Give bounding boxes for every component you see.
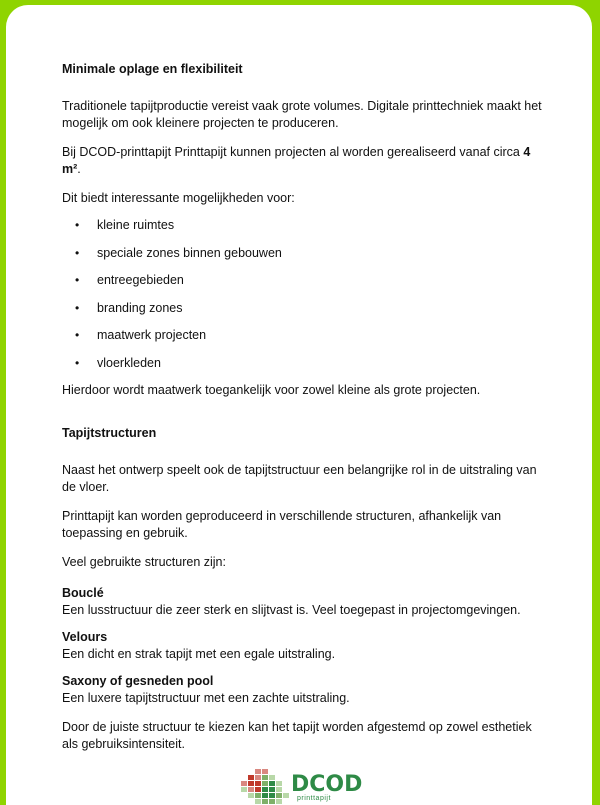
mosaic-tile [248, 787, 254, 792]
mosaic-tile [276, 787, 282, 792]
section-heading-tapijtstructuren: Tapijtstructuren [62, 426, 157, 440]
bullet-icon: • [75, 328, 80, 342]
mosaic-tile [248, 781, 254, 786]
structure-description: Een dicht en strak tapijt met een egale uitstraling. [62, 647, 336, 661]
bullet-icon: • [75, 273, 80, 287]
mosaic-tile [248, 775, 254, 780]
paragraph: Printtapijt kan worden geproduceerd in verschillende structuren, afhankelijk van toepassing en gebruik. [62, 509, 502, 540]
list-item [62, 355, 542, 383]
paragraph: Traditionele tapijtproductie vereist vaak grote volumes. Digitale printtechniek maakt het mogelijk om ook kleinere projecten te produceren. [62, 99, 542, 130]
mosaic-tile [269, 793, 275, 798]
list-item-label: maatwerk projecten [97, 328, 207, 342]
logo-subtitle: printtapijt [297, 795, 331, 802]
mosaic-tile [262, 787, 268, 792]
paragraph: Veel gebruikte structuren zijn: [62, 555, 226, 569]
list-item-label: speciale zones binnen gebouwen [97, 245, 282, 260]
structure-item-velours [62, 629, 542, 663]
mosaic-tile [248, 793, 254, 798]
mosaic-tile [262, 793, 268, 798]
minimum-size-value: 4 m² [62, 145, 531, 176]
list-item [62, 327, 542, 355]
paragraph: Door de juiste structuur te kiezen kan het tapijt worden afgestemd op zowel esthetiek als gebruiksintensiteit. [62, 720, 532, 751]
paragraph-text: . [77, 162, 81, 176]
list-item [62, 272, 542, 300]
section-heading-minimale-oplage: Minimale oplage en flexibiliteit [62, 62, 243, 76]
mosaic-tile [262, 775, 268, 780]
dcod-logo [239, 765, 369, 805]
bullet-icon: • [75, 300, 80, 315]
mosaic-tile [269, 775, 275, 780]
mosaic-tile [262, 781, 268, 786]
list-item-label: vloerkleden [97, 355, 161, 370]
structure-name: Bouclé [62, 586, 104, 600]
mosaic-tile [255, 769, 261, 774]
list-item [62, 217, 542, 245]
mosaic-tile [269, 781, 275, 786]
structure-name: Velours [62, 630, 108, 644]
structure-item-boucle [62, 585, 542, 619]
paragraph-minimum-size [62, 144, 542, 178]
mosaic-tile [262, 769, 268, 774]
mosaic-tile [276, 781, 282, 786]
mosaic-tile [283, 793, 289, 798]
mosaic-tile [255, 793, 261, 798]
logo-wordmark: DCOD [291, 772, 363, 797]
document-page [6, 5, 592, 805]
structure-description: Een luxere tapijtstructuur met een zachte uitstraling. [62, 691, 350, 705]
list-item-label: branding zones [97, 300, 183, 315]
paragraph: Naast het ontwerp speelt ook de tapijtstructuur een belangrijke rol in de uitstraling van de vloer. [62, 463, 537, 494]
list-item [62, 245, 542, 273]
mosaic-tile [255, 781, 261, 786]
pixel-mosaic-icon [239, 765, 291, 805]
list-item [62, 300, 542, 328]
bullet-icon: • [75, 218, 80, 232]
bullet-icon: • [75, 355, 80, 370]
structure-description: Een lusstructuur die zeer sterk en slijtvast is. Veel toegepast in projectomgevingen. [62, 603, 521, 617]
document-content [62, 61, 542, 753]
paragraph: Hierdoor wordt maatwerk toegankelijk voor zowel kleine als grote projecten. [62, 383, 481, 397]
bullet-icon: • [75, 245, 80, 260]
structure-item-saxony [62, 673, 542, 707]
mosaic-tile [276, 793, 282, 798]
bullet-list [62, 217, 542, 382]
paragraph: Dit biedt interessante mogelijkheden voor: [62, 191, 295, 205]
list-item-label: entreegebieden [97, 273, 184, 287]
list-item-label: kleine ruimtes [97, 218, 175, 232]
mosaic-tile [269, 787, 275, 792]
structure-name: Saxony of gesneden pool [62, 674, 214, 688]
mosaic-tile [241, 787, 247, 792]
paragraph-text: Bij DCOD-printtapijt Printtapijt kunnen projecten al worden gerealiseerd vanaf circa [62, 145, 524, 159]
mosaic-tile [241, 781, 247, 786]
mosaic-tile [255, 787, 261, 792]
mosaic-tile [255, 775, 261, 780]
